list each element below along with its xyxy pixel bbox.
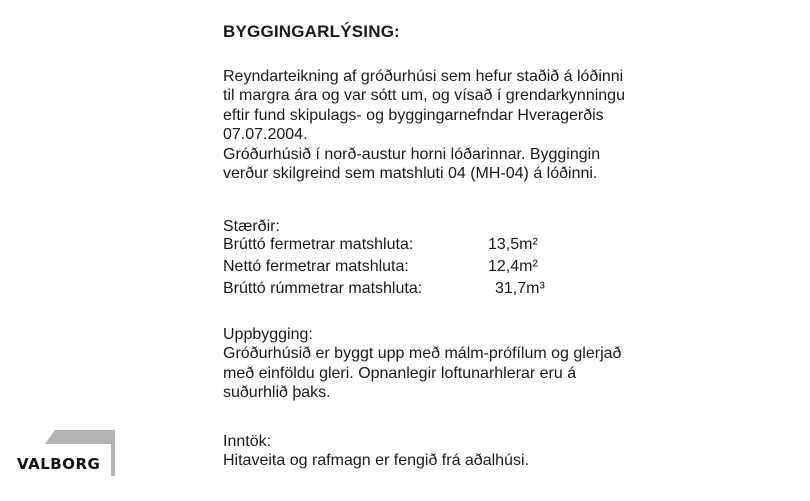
- description-line: 07.07.2004.: [223, 126, 308, 144]
- size-value: 12,4m²: [488, 258, 538, 275]
- size-value: 13,5m²: [488, 236, 538, 253]
- description-line: til margra ára og var sótt um, og vísað í grendarkynningu: [223, 87, 625, 105]
- size-value: 31,7m³: [495, 280, 545, 297]
- utilities-line: Hitaveita og rafmagn er fengið frá aðalhúsi.: [223, 452, 529, 470]
- size-label: Brúttó rúmmetrar matshluta:: [223, 280, 423, 297]
- document-heading: BYGGINGARLÝSING:: [223, 22, 400, 41]
- size-label: Nettó fermetrar matshluta:: [223, 258, 409, 275]
- description-line: Reyndarteikning af gróðurhúsi sem hefur staðið á lóðinni: [223, 68, 624, 85]
- description-line: eftir fund skipulags- og byggingarnefndar Hveragerðis: [223, 106, 604, 124]
- structure-line: Gróðurhúsið er byggt upp með málm-prófílum og glerjað: [223, 345, 622, 363]
- logo-text: VALBORG: [17, 455, 101, 473]
- structure-heading: Uppbygging:: [223, 326, 313, 343]
- description-paragraph: [223, 67, 625, 183]
- structure-section: [223, 325, 621, 403]
- description-line: verður skilgreind sem matshluti 04 (MH-04) á lóðinni.: [223, 165, 598, 183]
- utilities-heading: Inntök:: [223, 433, 272, 450]
- structure-line: suðurhlið þaks.: [223, 384, 331, 402]
- size-label: Brúttó fermetrar matshluta:: [223, 236, 414, 253]
- description-line: Gróðurhúsið í norð-austur horni lóðarinnar. Byggingin: [223, 145, 601, 163]
- sizes-heading: Stærðir:: [223, 218, 280, 235]
- structure-line: með einföldu gleri. Opnanlegir loftunarhlerar eru á: [223, 364, 577, 382]
- valborg-logo: [15, 428, 115, 478]
- utilities-section: [223, 432, 529, 471]
